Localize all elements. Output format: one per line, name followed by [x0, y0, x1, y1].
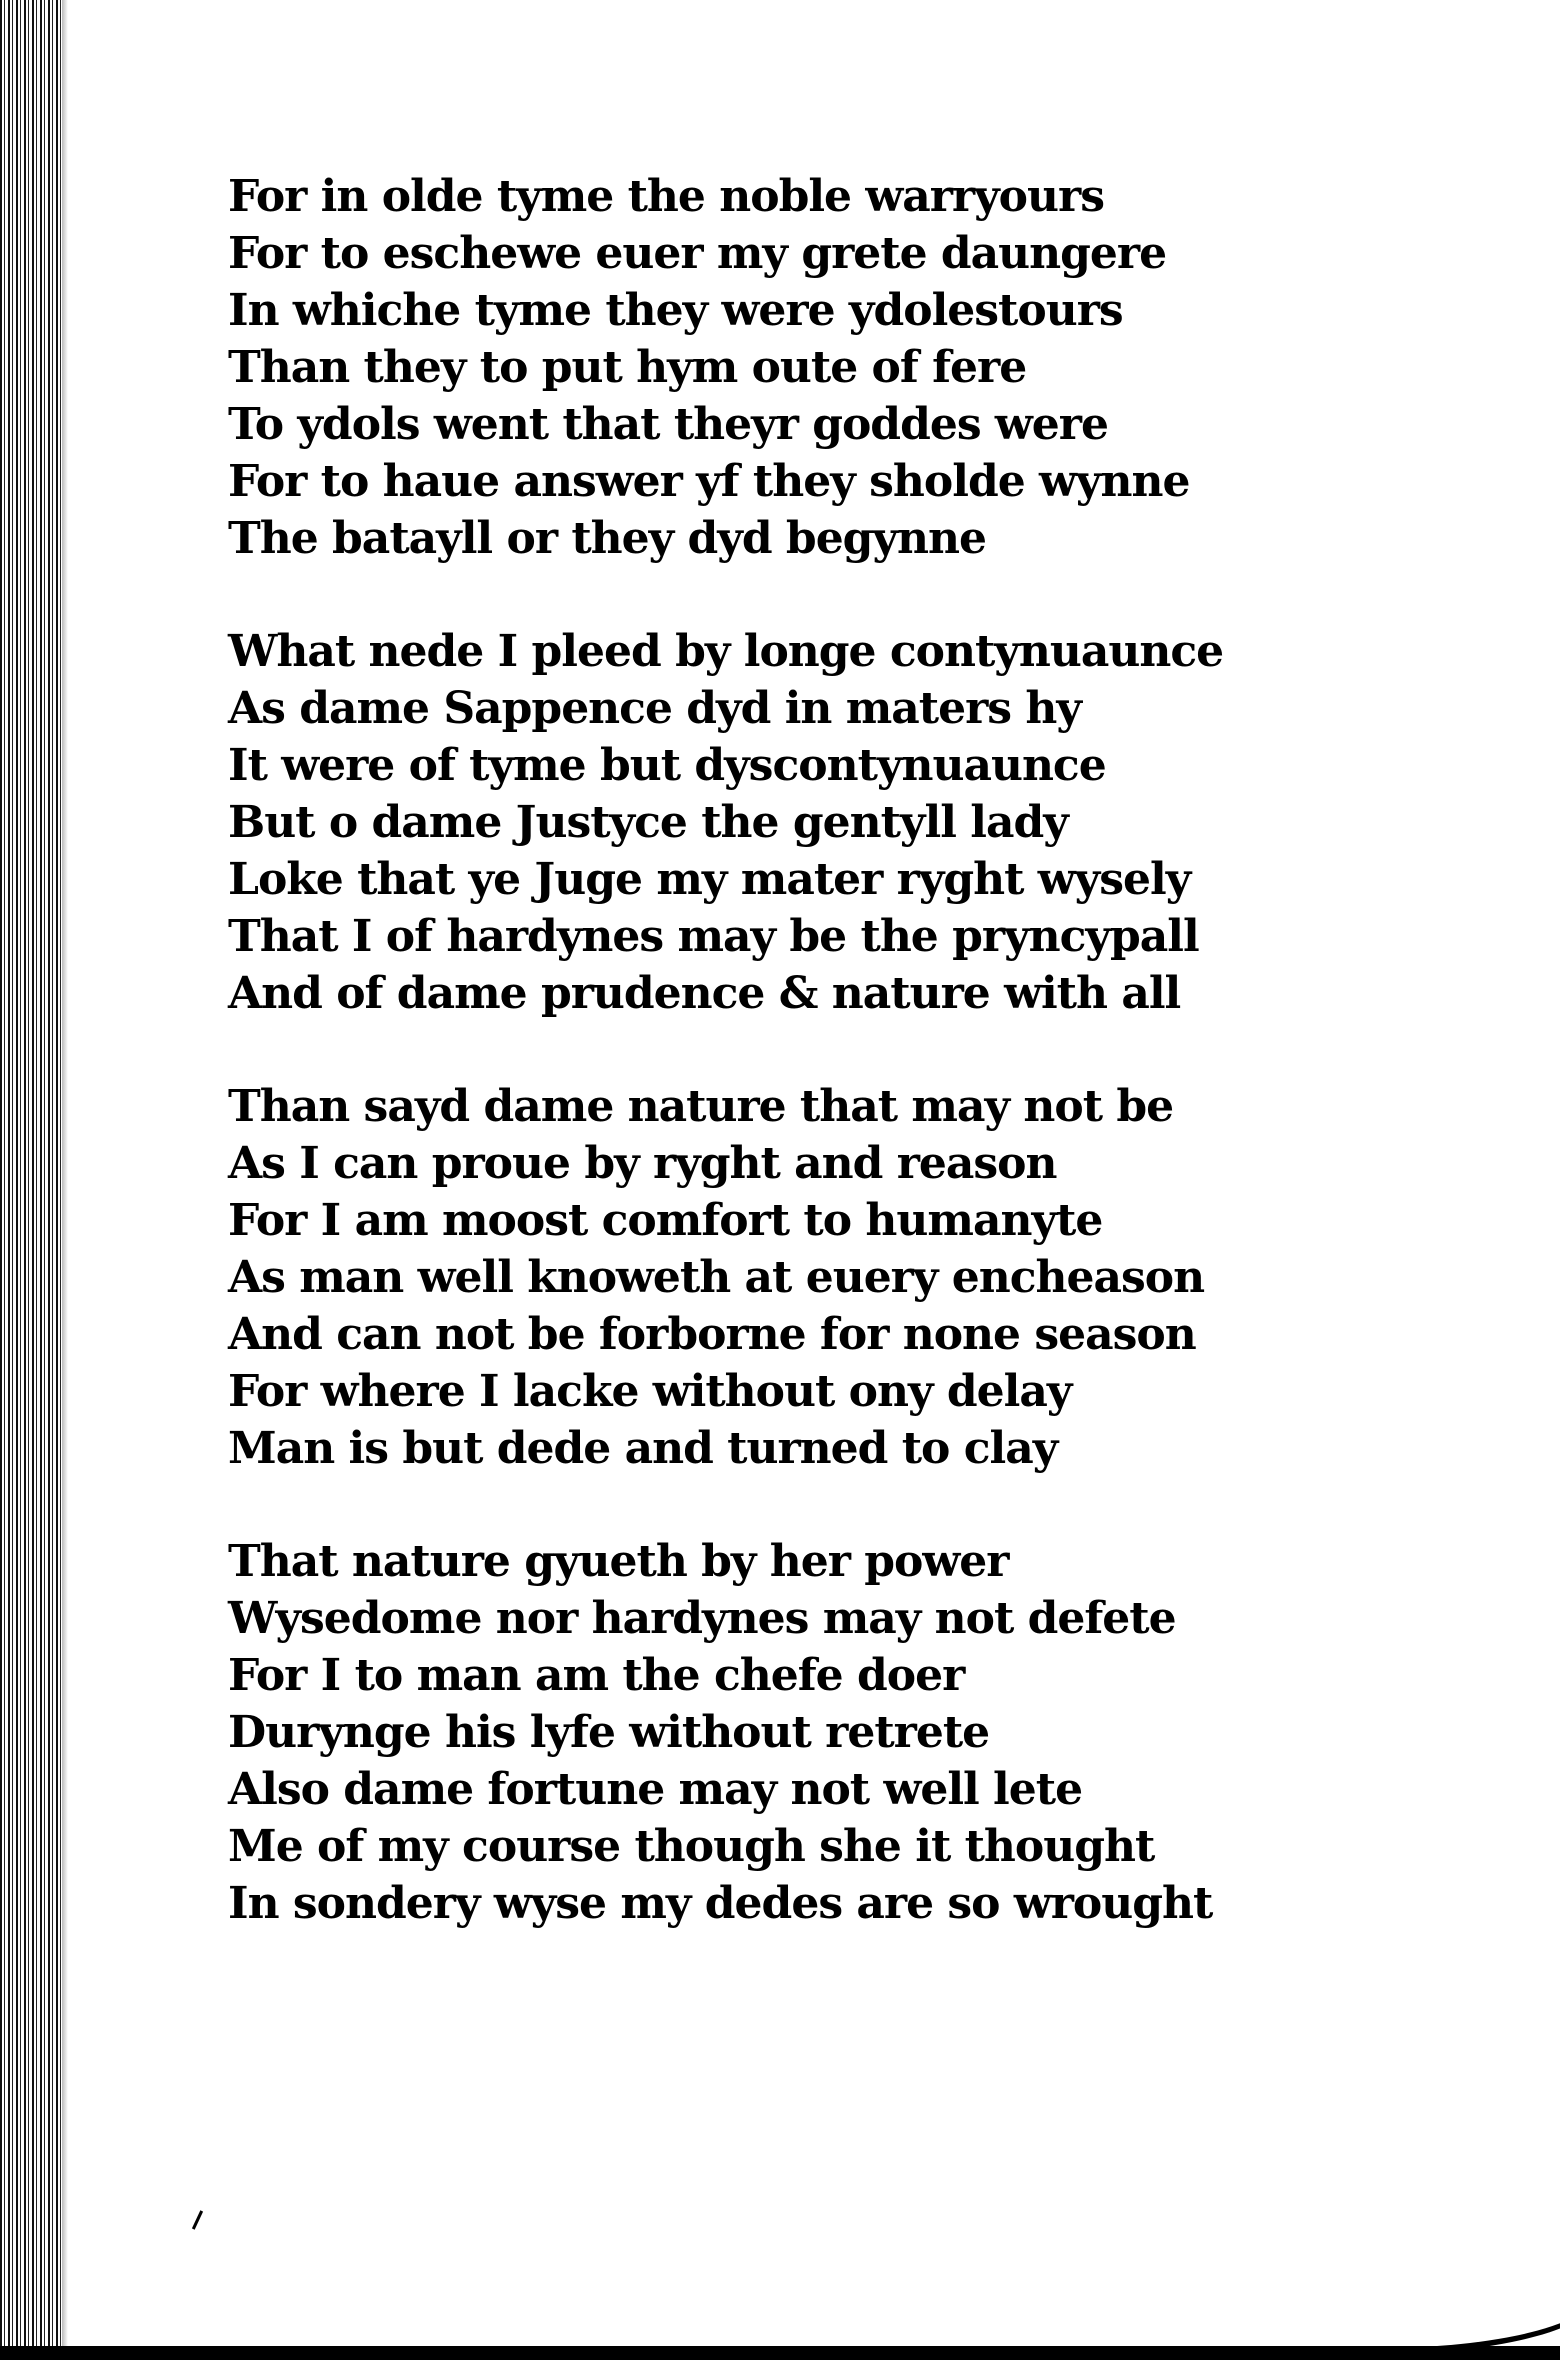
verse-line: Durynge his lyfe without retrete	[228, 1707, 990, 1758]
verse-line: As dame Sappence dyd in maters hy	[228, 683, 1081, 734]
stanza-4	[228, 1533, 1228, 1932]
verse-line: Than sayd dame nature that may not be	[228, 1081, 1174, 1132]
verse-line: For to haue answer yf they sholde wynne	[228, 456, 1190, 507]
verse-line: As man well knoweth at euery encheason	[228, 1252, 1205, 1303]
verse-line: Man is but dede and turned to clay	[228, 1423, 1058, 1474]
page-bottom-edge	[0, 2346, 1560, 2360]
verse-line: For I am moost comfort to humanyte	[228, 1195, 1103, 1246]
verse-line: It were of tyme but dyscontynuaunce	[228, 740, 1106, 791]
verse-line: And of dame prudence & nature with all	[228, 968, 1181, 1019]
stanza-3	[228, 1078, 1228, 1477]
verse-line: Wysedome nor hardynes may not defete	[228, 1593, 1176, 1644]
stanza-1	[228, 168, 1228, 567]
stanza-2	[228, 623, 1228, 1022]
verse-line: What nede I pleed by longe contynuaunce	[228, 626, 1224, 677]
verse-line: Also dame fortune may not well lete	[228, 1764, 1083, 1815]
poem-text	[228, 168, 1228, 1988]
verse-line: And can not be forborne for none season	[228, 1309, 1196, 1360]
page-corner-edge	[1374, 2288, 1560, 2354]
verse-line: For I to man am the chefe doer	[228, 1650, 965, 1701]
verse-line: As I can proue by ryght and reason	[228, 1138, 1057, 1189]
verse-line: To ydols went that theyr goddes were	[228, 399, 1108, 450]
book-binding-gutter	[0, 0, 62, 2360]
verse-line: For where I lacke without ony delay	[228, 1366, 1072, 1417]
gutter-shadow	[62, 0, 68, 2360]
verse-line: For to eschewe euer my grete daungere	[228, 228, 1167, 279]
verse-line: That nature gyueth by her power	[228, 1536, 1009, 1587]
verse-line: In whiche tyme they were ydolestours	[228, 285, 1123, 336]
stray-ink-mark	[192, 2210, 203, 2229]
verse-line: That I of hardynes may be the pryncypall	[228, 911, 1199, 962]
verse-line: But o dame Justyce the gentyll lady	[228, 797, 1068, 848]
verse-line: The batayll or they dyd begynne	[228, 513, 986, 564]
verse-line: Loke that ye Juge my mater ryght wysely	[228, 854, 1191, 905]
verse-line: Me of my course though she it thought	[228, 1821, 1155, 1872]
verse-line: For in olde tyme the noble warryours	[228, 171, 1104, 222]
verse-line: In sondery wyse my dedes are so wrought	[228, 1878, 1213, 1929]
verse-line: Than they to put hym oute of fere	[228, 342, 1027, 393]
